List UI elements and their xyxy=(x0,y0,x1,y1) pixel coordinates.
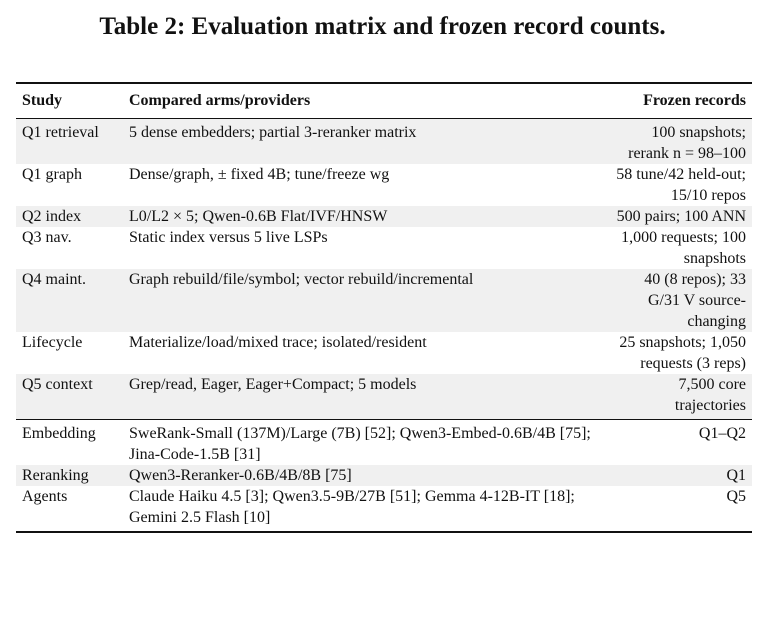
header-study: Study xyxy=(16,83,123,119)
arms-cell: Graph rebuild/file/symbol; vector rebuild/incremental xyxy=(123,269,610,332)
records-cell: 1,000 requests; 100 snapshots xyxy=(621,229,746,267)
provider-models-cell: Qwen3-Reranker-0.6B/4B/8B [75] xyxy=(123,465,610,486)
arms-cell: Materialize/load/mixed trace; isolated/resident xyxy=(129,334,427,351)
records-cell: 25 snapshots; 1,050 requests (3 reps) xyxy=(619,334,746,372)
study-cell: Q4 maint. xyxy=(16,269,123,332)
table-row xyxy=(16,227,752,269)
arms-cell: L0/L2 × 5; Qwen-0.6B Flat/IVF/HNSW xyxy=(123,206,610,227)
evaluation-matrix-table xyxy=(16,82,752,533)
provider-models-cell: Claude Haiku 4.5 [3]; Qwen3.5-9B/27B [51]; Gemma 4-12B-IT [18]; Gemini 2.5 Flash [10] xyxy=(123,486,610,532)
provider-type-cell: Embedding xyxy=(16,420,123,466)
arms-cell: Static index versus 5 live LSPs xyxy=(129,229,328,246)
header-records: Frozen records xyxy=(610,83,752,119)
study-cell: Q5 context xyxy=(16,374,123,420)
table-caption: Table 2: Evaluation matrix and frozen record counts. xyxy=(99,13,666,40)
table-row xyxy=(16,119,752,165)
records-cell: 500 pairs; 100 ANN xyxy=(610,206,752,227)
records-cell: 7,500 core trajectories xyxy=(610,374,752,420)
arms-cell: Dense/graph, ± fixed 4B; tune/freeze wg xyxy=(129,166,390,183)
provider-row xyxy=(16,465,752,486)
provider-type-cell: Agents xyxy=(16,486,123,532)
provider-studies-cell: Q1–Q2 xyxy=(610,420,752,466)
provider-type-cell: Reranking xyxy=(16,465,123,486)
provider-models-cell: SweRank-Small (137M)/Large (7B) [52]; Qwen3-Embed-0.6B/4B [75]; Jina-Code-1.5B [31] xyxy=(123,420,610,466)
provider-row xyxy=(16,486,752,532)
records-cell: 100 snapshots; rerank n = 98–100 xyxy=(610,119,752,165)
table-row xyxy=(16,269,752,332)
arms-cell: 5 dense embedders; partial 3-reranker matrix xyxy=(123,119,610,165)
provider-studies-cell: Q1 xyxy=(610,465,752,486)
records-cell: 58 tune/42 held-out; 15/10 repos xyxy=(616,166,746,204)
study-cell: Q2 index xyxy=(16,206,123,227)
table-row xyxy=(16,374,752,420)
arms-cell: Grep/read, Eager, Eager+Compact; 5 models xyxy=(123,374,610,420)
provider-studies-cell: Q5 xyxy=(610,486,752,532)
table-row xyxy=(16,332,752,374)
study-cell: Q3 nav. xyxy=(22,229,72,246)
header-arms: Compared arms/providers xyxy=(123,83,610,119)
table-row xyxy=(16,164,752,206)
study-cell: Q1 graph xyxy=(22,166,82,183)
records-cell: 40 (8 repos); 33 G/31 V source-changing xyxy=(610,269,752,332)
study-cell: Q1 retrieval xyxy=(16,119,123,165)
study-cell: Lifecycle xyxy=(22,334,83,351)
header-row xyxy=(16,83,752,119)
table-row xyxy=(16,206,752,227)
provider-row xyxy=(16,420,752,466)
